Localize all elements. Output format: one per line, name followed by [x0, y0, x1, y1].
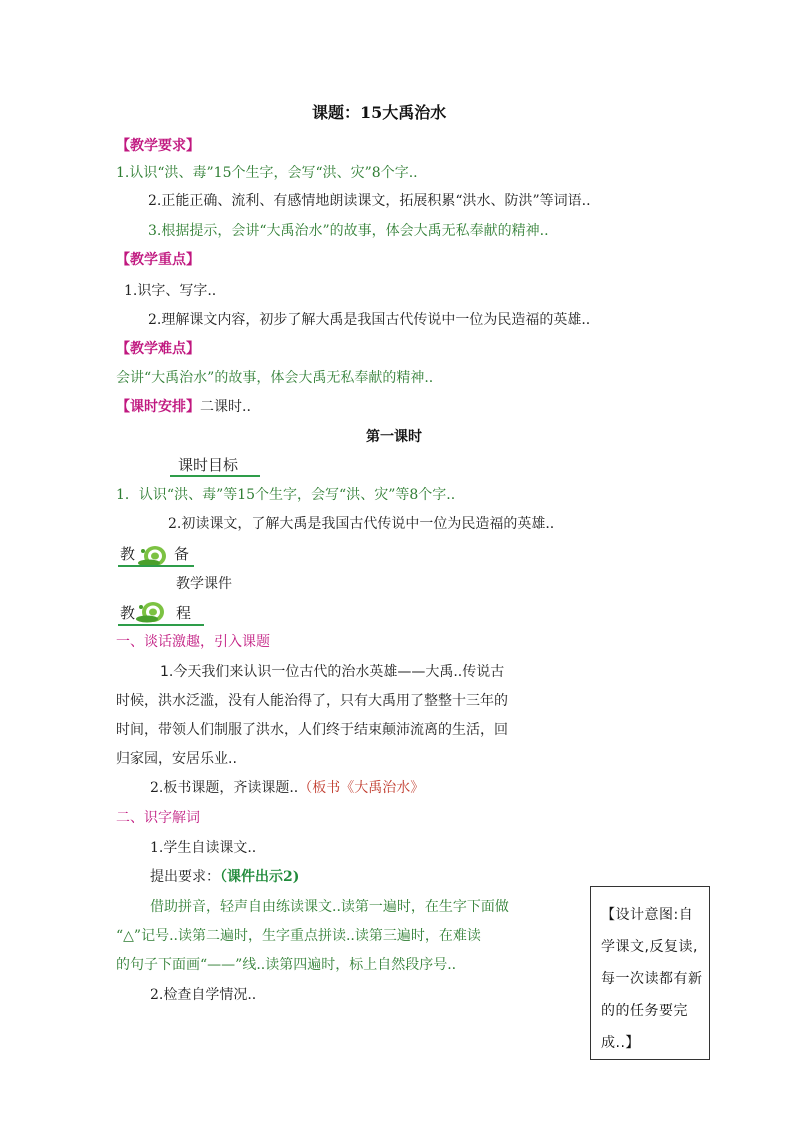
prep-text: 教学课件 [176, 576, 232, 592]
section2-heading: 二、识字解词 [116, 810, 200, 826]
difficulties-text: 会讲“大禹治水”的故事，体会大禹无私奉献的精神.. [116, 370, 434, 386]
prep-underline [118, 565, 194, 567]
difficulties-heading: 【教学难点】 [116, 341, 200, 357]
goals-heading: 课时目标 [178, 456, 239, 474]
objectives-heading: 【教学要求】 [116, 138, 200, 154]
prep-heading-right: 备 [174, 545, 190, 563]
key-points-heading: 【教学重点】 [116, 252, 200, 268]
objective-item: 2.正能正确、流利、有感情地朗读课文，拓展积累“洪水、防洪”等词语.. [148, 193, 591, 209]
goal-item: 2.初读课文，了解大禹是我国古代传说中一位为民造福的英雄.. [168, 516, 555, 532]
process-heading-left: 教 [120, 604, 136, 622]
req-note: （课件出示2) [220, 869, 300, 885]
snail-icon [136, 598, 166, 624]
prep-heading-left: 教 [120, 545, 136, 563]
key-point-item: 1.识字、写字.. [124, 283, 217, 299]
req-line: 借助拼音，轻声自由练读课文..读第一遍时，在生字下面做 [150, 899, 509, 915]
section2-step2: 2.检查自学情况.. [150, 987, 257, 1003]
req-line: “△”记号..读第二遍时，生字重点拼读..读第三遍时，在难读 [116, 928, 481, 944]
process-heading-right: 程 [176, 604, 192, 622]
section1-para-line: 时候，洪水泛滥，没有人能治得了，只有大禹用了整整十三年的 [116, 693, 508, 709]
section1-para-line: 时间，带领人们制服了洪水，人们终于结束颠沛流离的生活，回 [116, 722, 508, 738]
step2-note: （板书《大禹治水》 [298, 780, 425, 796]
goals-underline [170, 475, 260, 477]
objective-item: 1.认识“洪、毒”15个生字，会写“洪、灾”8个字.. [116, 165, 418, 181]
schedule-line [116, 398, 251, 416]
schedule-heading: 【课时安排】 [116, 399, 200, 415]
section1-para-line: 归家园，安居乐业.. [116, 751, 237, 767]
section2-step1: 1.学生自读课文.. [150, 840, 257, 856]
process-underline [118, 624, 204, 626]
section1-para-line: 1.今天我们来认识一位古代的治水英雄——大禹..传说古 [160, 664, 505, 680]
lesson-title: 第一课时 [366, 429, 422, 445]
section2-requirements [150, 868, 299, 886]
schedule-text: 二课时.. [200, 399, 251, 415]
section1-step2 [150, 779, 424, 797]
key-point-item: 2.理解课文内容，初步了解大禹是我国古代传说中一位为民造福的英雄.. [148, 312, 591, 328]
design-intent-callout: 【设计意图:自学课文,反复读,每一次读都有新的的任务要完成..】 [590, 886, 710, 1060]
page-title: 课题：15大禹治水 [312, 103, 447, 122]
section1-heading: 一、谈话激趣，引入课题 [116, 634, 270, 650]
req-label: 提出要求： [150, 869, 220, 885]
goal-item: 1．认识“洪、毒”等15个生字，会写“洪、灾”等8个字.. [116, 487, 456, 503]
step2-text: 2.板书课题，齐读课题.. [150, 780, 299, 796]
req-line: 的句子下面画“——”线..读第四遍时，标上自然段序号.. [116, 957, 457, 973]
objective-item: 3.根据提示，会讲“大禹治水”的故事，体会大禹无私奉献的精神.. [148, 223, 549, 239]
